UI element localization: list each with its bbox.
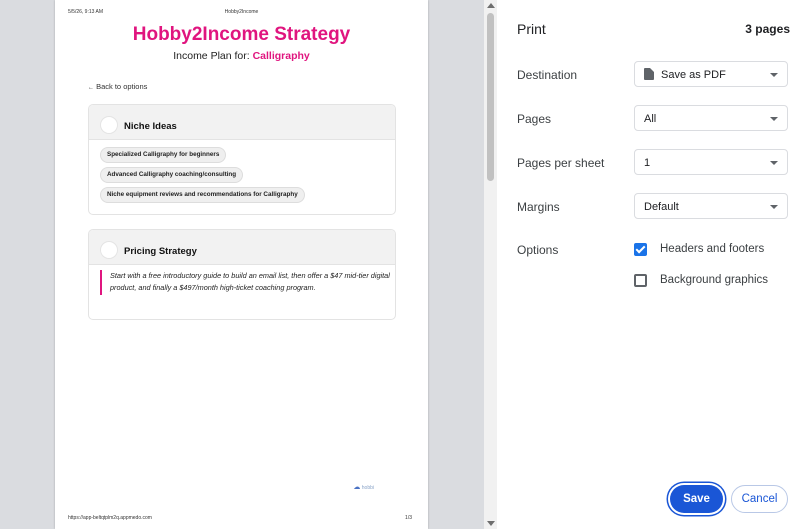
niche-chip: Advanced Calligraphy coaching/consulting <box>100 167 243 183</box>
niche-icon <box>100 116 118 134</box>
preview-scrollbar[interactable] <box>484 0 497 529</box>
destination-label: Destination <box>517 68 578 82</box>
pages-value: All <box>644 113 657 125</box>
watermark-logo <box>353 483 374 491</box>
chevron-down-icon <box>770 117 778 121</box>
headers-footers-label: Headers and footers <box>660 243 765 255</box>
cloud-icon: ☁ <box>353 484 361 491</box>
subtitle-hobby: Calligraphy <box>252 50 310 62</box>
print-header-date: 5/5/26, 9:13 AM <box>68 9 104 15</box>
save-button[interactable]: Save <box>670 485 723 513</box>
scrollbar-thumb[interactable] <box>487 13 494 181</box>
pages-select[interactable] <box>634 105 788 131</box>
scroll-up-icon[interactable] <box>487 3 495 8</box>
niche-chip: Specialized Calligraphy for beginners <box>100 147 226 163</box>
scroll-down-icon[interactable] <box>487 521 495 526</box>
niche-ideas-card <box>88 104 396 215</box>
back-arrow-icon: ← <box>88 85 94 91</box>
back-link[interactable] <box>88 82 147 91</box>
margins-label: Margins <box>517 200 560 214</box>
margins-value: Default <box>644 201 679 213</box>
pdf-file-icon <box>644 68 654 80</box>
background-graphics-label: Background graphics <box>660 274 769 286</box>
pricing-strategy-text: Start with a free introductory guide to build an email list, then offer a $47 mid-tier digital product, and finally a $497/month high-ticket coaching program. <box>100 270 395 295</box>
pricing-strategy-title: Pricing Strategy <box>124 246 197 257</box>
print-header-title: Hobby2Income <box>224 9 259 15</box>
options-label: Options <box>517 243 559 257</box>
chevron-down-icon <box>770 205 778 209</box>
print-footer-page-number: 1/3 <box>405 515 412 521</box>
back-link-label: Back to options <box>96 82 148 91</box>
subtitle-prefix: Income Plan for: <box>173 50 250 62</box>
headers-footers-checkbox[interactable] <box>634 243 647 256</box>
niche-ideas-title: Niche Ideas <box>124 121 177 132</box>
pricing-icon <box>100 241 118 259</box>
chevron-down-icon <box>770 161 778 165</box>
print-footer-url: https://app-beltqtplm2q.appmedo.com <box>68 515 152 521</box>
pages-label: Pages <box>517 112 552 126</box>
pages-per-sheet-select[interactable] <box>634 149 788 175</box>
destination-select[interactable] <box>634 61 788 87</box>
income-plan-subtitle <box>55 50 428 62</box>
pages-per-sheet-value: 1 <box>644 157 651 169</box>
destination-value: Save as PDF <box>661 69 726 81</box>
pricing-strategy-header <box>89 230 395 265</box>
print-title: Print <box>517 21 546 37</box>
preview-page <box>55 0 428 529</box>
niche-ideas-header <box>89 105 395 140</box>
background-graphics-checkbox[interactable] <box>634 274 647 287</box>
pricing-strategy-card <box>88 229 396 320</box>
margins-select[interactable] <box>634 193 788 219</box>
watermark-text: hobbi <box>361 485 374 491</box>
cancel-button[interactable]: Cancel <box>731 485 788 513</box>
niche-chip: Niche equipment reviews and recommendations for Calligraphy <box>100 187 305 203</box>
page-count: 3 pages <box>745 22 790 36</box>
checkmark-icon <box>636 244 646 254</box>
pages-per-sheet-label: Pages per sheet <box>517 156 605 170</box>
print-settings-panel <box>497 0 806 529</box>
chevron-down-icon <box>770 73 778 77</box>
strategy-title: Hobby2Income Strategy <box>132 24 351 45</box>
